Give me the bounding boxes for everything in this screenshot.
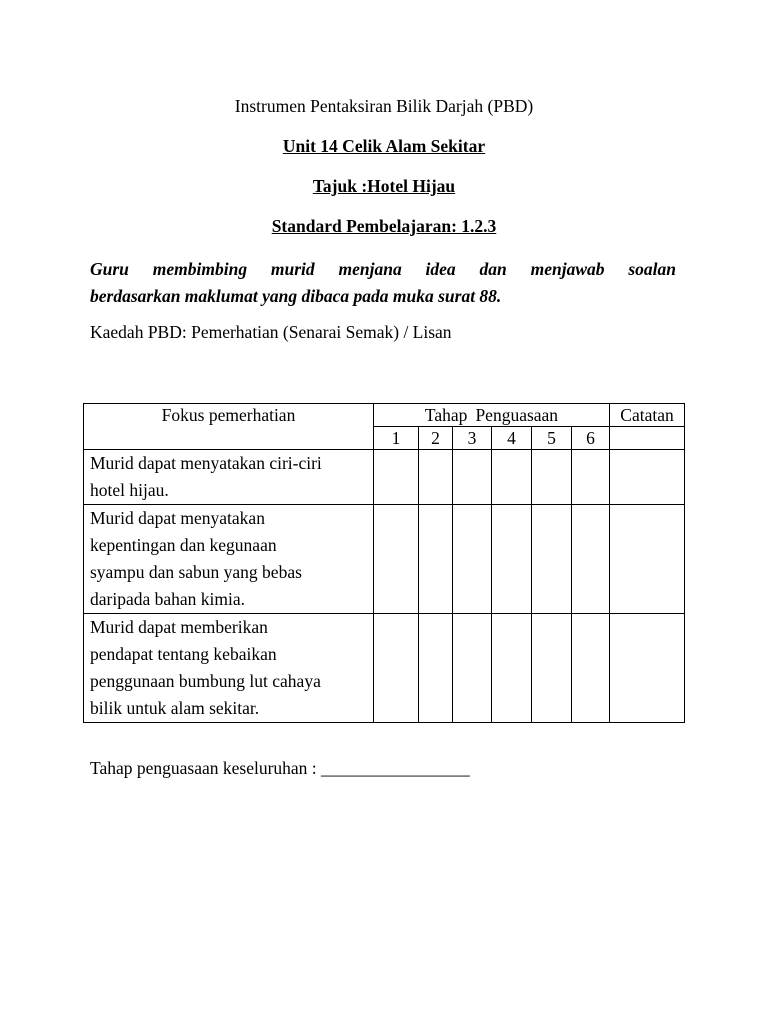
check-cell[interactable]: [374, 614, 419, 723]
check-cell[interactable]: [419, 450, 453, 505]
check-cell[interactable]: [419, 614, 453, 723]
assessment-method: Kaedah PBD: Pemerhatian (Senarai Semak) / Lisan: [90, 322, 452, 342]
level-5: 5: [532, 427, 572, 450]
teacher-instruction: [90, 256, 676, 310]
level-1: 1: [374, 427, 419, 450]
focus-cell: Murid dapat memberikan pendapat tentang kebaikan penggunaan bumbung lut cahaya bilik untuk alam sekitar.: [84, 614, 374, 723]
check-cell[interactable]: [572, 505, 610, 614]
header-notes: Catatan: [610, 404, 685, 427]
check-cell[interactable]: [572, 614, 610, 723]
notes-cell[interactable]: [610, 614, 685, 723]
check-cell[interactable]: [374, 505, 419, 614]
check-cell[interactable]: [532, 450, 572, 505]
check-cell[interactable]: [492, 505, 532, 614]
table-row: [84, 450, 685, 505]
check-cell[interactable]: [532, 505, 572, 614]
level-6: 6: [572, 427, 610, 450]
table-row: [84, 505, 685, 614]
check-cell[interactable]: [572, 450, 610, 505]
header-focus: Fokus pemerhatian: [84, 404, 374, 450]
check-cell[interactable]: [453, 505, 492, 614]
instruction-line-2: berdasarkan maklumat yang dibaca pada muka surat 88.: [90, 286, 502, 306]
header-tahap: Tahap Penguasaan: [374, 404, 610, 427]
check-cell[interactable]: [492, 614, 532, 723]
instruction-line-1: Guru membimbing murid menjana idea dan menjawab soalan: [90, 259, 676, 279]
overall-mastery-line: Tahap penguasaan keseluruhan : _________________: [90, 758, 470, 778]
standard-heading: Standard Pembelajaran: 1.2.3: [271, 216, 497, 236]
focus-cell: Murid dapat menyatakan ciri-ciri hotel hijau.: [84, 450, 374, 505]
topic-heading: Tajuk :Hotel Hijau: [312, 176, 456, 196]
notes-cell[interactable]: [610, 450, 685, 505]
check-cell[interactable]: [453, 614, 492, 723]
unit-heading: Unit 14 Celik Alam Sekitar: [282, 136, 486, 156]
check-cell[interactable]: [492, 450, 532, 505]
notes-cell[interactable]: [610, 505, 685, 614]
level-2: 2: [419, 427, 453, 450]
level-3: 3: [453, 427, 492, 450]
notes-subheader: [610, 427, 685, 450]
check-cell[interactable]: [532, 614, 572, 723]
observation-table: [83, 403, 685, 723]
check-cell[interactable]: [453, 450, 492, 505]
level-4: 4: [492, 427, 532, 450]
focus-cell: Murid dapat menyatakan kepentingan dan kegunaan syampu dan sabun yang bebas daripada bahan kimia.: [84, 505, 374, 614]
table-row: [84, 614, 685, 723]
document-title: Instrumen Pentaksiran Bilik Darjah (PBD): [234, 96, 534, 116]
check-cell[interactable]: [419, 505, 453, 614]
check-cell[interactable]: [374, 450, 419, 505]
